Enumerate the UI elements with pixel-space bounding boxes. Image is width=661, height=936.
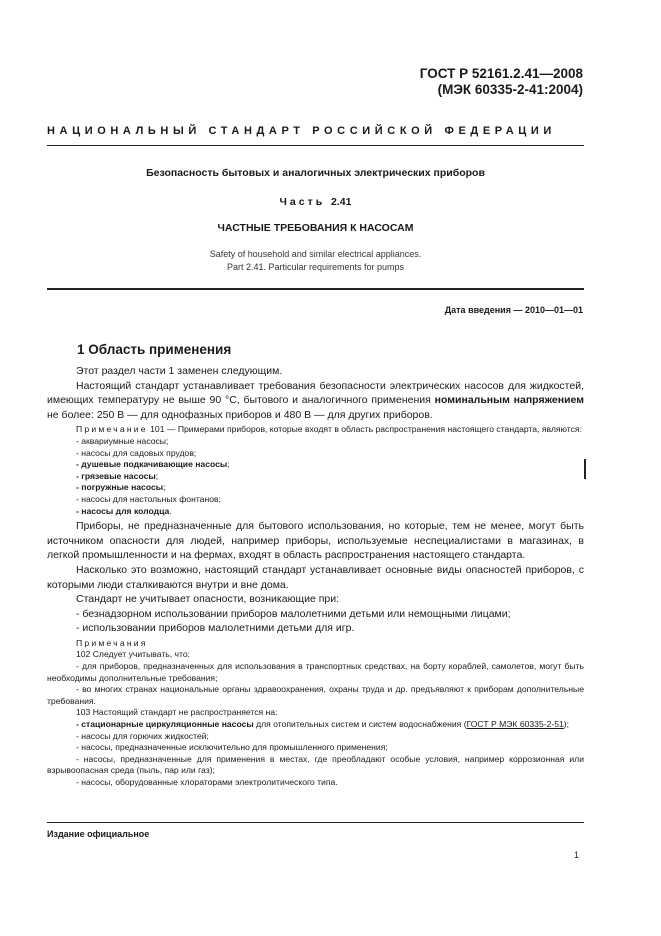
p2-text-a: Настоящий стандарт устанавливает требования безопасности электрических насосов для жидкостей, имеющих температуру не выше 90 °С, бытового и аналогичного применения [47,379,584,407]
list-item: - погружные насосы; [76,482,166,493]
note-103: 103 Настоящий стандарт не распространяется на: [76,707,278,718]
list-item: - грязевые насосы; [76,470,159,481]
list-item: - насосы для колодца. [76,505,172,516]
change-bar [584,459,586,479]
standard-code [420,66,583,98]
paragraph-5: Стандарт не учитывает опасности, возникающие при: [76,593,340,606]
note-103-item: - насосы, предназначенные исключительно для промышленного применения; [76,742,388,753]
note-103-item: - стационарные циркуляционные насосы для отопительных систем и систем водоснабжения (ГОСТ Р МЭК 60335-2-51); [76,719,570,730]
note-101-text: 101 — Примерами приборов, которые входят в область распространения настоящего стандарта, являются: [147,424,582,435]
note-103-term: - стационарные циркуляционные насосы [76,719,254,730]
footer-divider [47,822,584,823]
p2-text-c: не более: 250 В — для однофазных приборов и 480 В — для других приборов. [47,408,433,421]
note-101-list [47,436,584,517]
note-102: 102 Следует учитывать, что: [76,649,190,660]
paragraph-2 [47,379,584,423]
note-101 [47,424,584,436]
list-item: - насосы для садовых прудов; [76,447,197,458]
paragraph-5-item: - безнадзорном использовании приборов малолетними детьми или немощными лицами; [76,607,511,620]
english-title [47,248,584,273]
note-102-item: - во многих странах национальные органы здравоохранения, охраны труда и др. предъявляют к приборам дополнительные требования. [47,684,584,706]
gost-reference-link[interactable]: ГОСТ Р МЭК 60335-2-51 [466,719,564,730]
paragraph-5-item: - использовании приборов малолетними детьми для игр. [76,622,355,635]
page-number: 1 [573,850,579,860]
list-item: - насосы для настольных фонтанов; [76,493,221,504]
english-title-line1: Safety of household and similar electrical appliances. [209,249,422,259]
p2-term: номинальным напряжением [434,394,584,407]
standard-code-line2: (МЭК 60335-2-41:2004) [437,82,583,97]
effective-date: Дата введения — 2010—01—01 [444,305,583,315]
document-subtitle: ЧАСТНЫЕ ТРЕБОВАНИЯ К НАСОСАМ [217,222,414,234]
list-item: - душевые подкачивающие насосы; [76,459,230,470]
note-101-label: Примечание [76,424,148,435]
edition-label: Издание официальное [47,829,150,839]
paragraph-1: Этот раздел части 1 заменен следующим. [76,365,283,377]
paragraph-3: Приборы, не предназначенные для бытового использования, но которые, тем не менее, могут быть источником опасности для людей, например приборы, используемые неспециалистами в магазинах, в легкой промышленности и на фермах, входят в область распространения настоящего стандарта. [47,520,584,562]
english-title-line2: Part 2.41. Particular requirements for pumps [226,261,405,272]
note-102-item: - для приборов, предназначенных для использования в транспортных средствах, на борту кораблей, самолетов, могут быть необходимы дополнительные требования; [47,661,584,683]
standard-code-line1: ГОСТ Р 52161.2.41—2008 [419,66,583,81]
paragraph-4: Насколько это возможно, настоящий стандарт устанавливает основные виды опасностей приборов, с которыми люди сталкиваются внутри и вне дома. [47,563,584,591]
document-title: Безопасность бытовых и аналогичных электрических приборов [146,167,485,179]
part-label [47,196,584,208]
notes-label: Примечания [76,637,148,648]
note-103-item: - насосы, оборудованные хлораторами электролитического типа. [76,777,338,787]
title-divider [47,288,584,290]
note-103-item: - насосы для горючих жидкостей; [76,730,209,741]
part-word: Часть [279,196,326,208]
section-heading: 1 Область применения [77,342,232,357]
note-103-item: - насосы, предназначенные для применения в местах, где преобладают особые условия, например коррозионная или взрывоопасная среда (пыль, пар или газ); [47,753,584,776]
part-number: 2.41 [331,196,352,208]
top-divider [47,145,584,146]
section-body [47,364,584,789]
national-standard-title: НАЦИОНАЛЬНЫЙ СТАНДАРТ РОССИЙСКОЙ ФЕДЕРАЦИИ [47,125,556,137]
list-item: - аквариумные насосы; [76,435,169,446]
